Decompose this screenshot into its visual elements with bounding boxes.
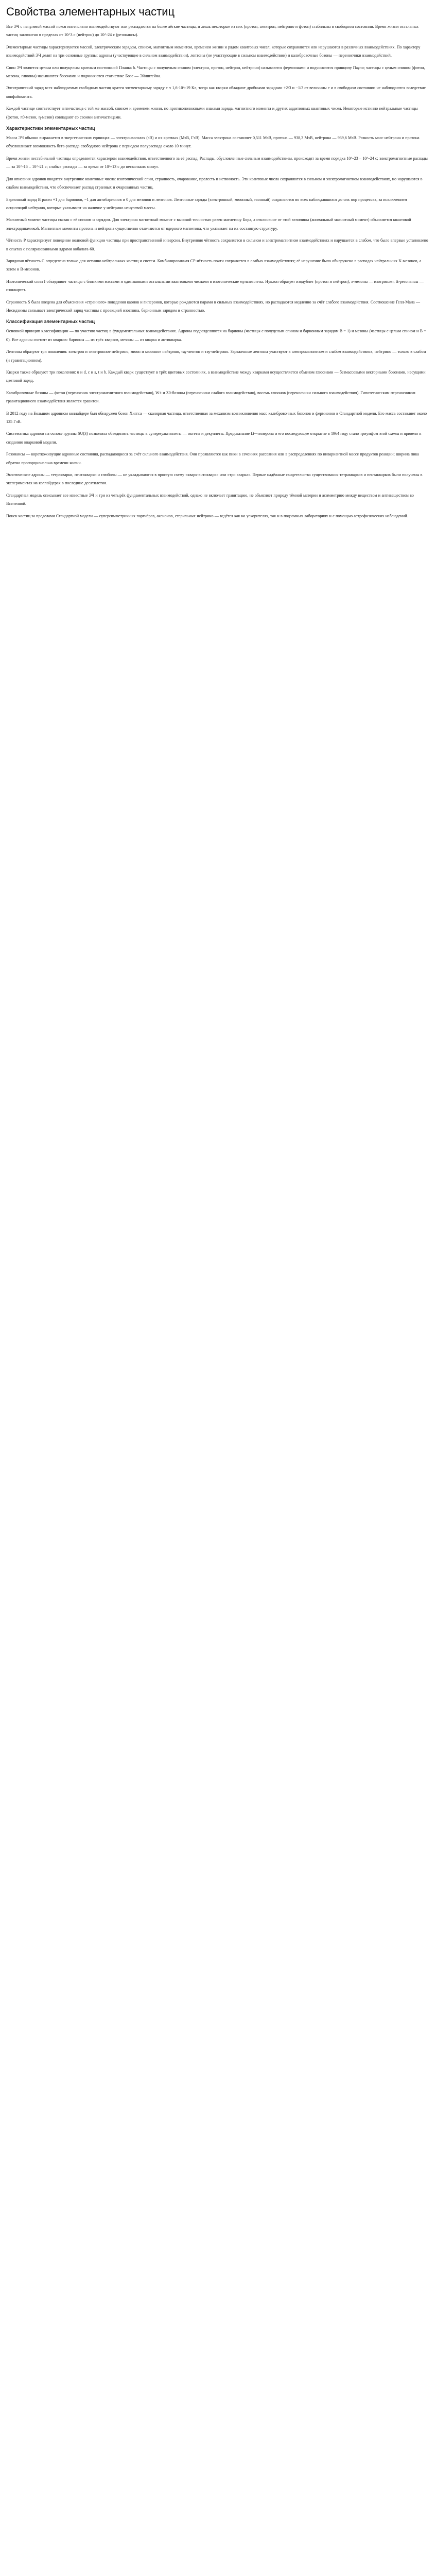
- paragraph: Изотопический спин I объединяет частицы с близкими массами и одинаковыми остальными квантовыми числами в изотопические мультиплеты. Нуклон образует изодублет (протон и нейтрон), π-мезоны — изотриплет, Δ-резонансы — изоквартет.: [6, 279, 424, 293]
- section-heading: Классификация элементарных частиц: [6, 319, 95, 325]
- article-body: [6, 23, 428, 520]
- paragraph: Элементарные частицы характеризуются массой, электрическим зарядом, спином, магнитным моментом, временем жизни и рядом квантовых чисел, которые сохраняются или нарушаются в различных взаимодействиях. По характеру взаимодействий ЭЧ делят на три основные группы: адроны (участвующие в сильном взаимодействии), лептоны (не участвующие в сильном взаимодействии) и калибровочные бозоны — переносчики взаимодействий.: [6, 44, 421, 58]
- paragraph: Для описания адронов вводятся внутренние квантовые числа: изотопический спин, странность, очарование, прелесть и истинность. Эти квантовые числа сохраняются в сильном и электромагнитном взаимодействиях, но нарушаются в слабом взаимодействии, что обеспечивает распад странных и очарованных частиц.: [6, 176, 423, 190]
- paragraph: Электрический заряд всех наблюдаемых свободных частиц кратен элементарному заряду e ≈ 1,6·10^-19 Кл, тогда как кварки обладают дробными зарядами +2/3 и −1/3 от величины e и в свободном состоянии не наблюдаются вследствие конфайнмента.: [6, 86, 426, 99]
- paragraph: Лептоны образуют три поколения: электрон и электронное нейтрино, мюон и мюонное нейтрино, тау-лептон и тау-нейтрино. Заряженные лептоны участвуют в электромагнитном и слабом взаимодействиях, нейтрино — только в слабом (и гравитационном).: [6, 349, 426, 363]
- paragraph: Систематика адронов на основе группы SU(3) позволила объединить частицы в супермультиплеты — октеты и декуплеты. Предсказание Ω−-гиперона и его последующее открытие в 1964 году стало триумфом этой схемы и привело к созданию кварковой модели.: [6, 431, 422, 445]
- paragraph: Основной принцип классификации — по участию частиц в фундаментальных взаимодействиях. Адроны подразделяются на барионы (частицы с полуцелым спином и барионным зарядом B = 1) и мезоны (частицы с целым спином и B = 0). Все адроны состоят из кварков: барионы — из трёх кварков, мезоны — из кварка и антикварка.: [6, 329, 426, 342]
- paragraph: Чётность P характеризует поведение волновой функции частицы при пространственной инверсии. Внутренняя чётность сохраняется в сильном и электромагнитном взаимодействиях и нарушается в слабом, что было впервые установлено в опытах с поляризованными ядрами кобальта-60.: [6, 238, 428, 251]
- page-title: Свойства элементарных частиц: [6, 5, 175, 18]
- paragraph: Стандартная модель описывает все известные ЭЧ и три из четырёх фундаментальных взаимодействий, однако не включает гравитацию, не объясняет природу тёмной материи и асимметрию между веществом и антивеществом во Вселенной.: [6, 493, 414, 506]
- paragraph: Спин ЭЧ является целым или полуцелым кратным постоянной Планка ħ. Частицы с полуцелым спином (электрон, протон, нейтрон, нейтрино) называются фермионами и подчиняются принципу Паули; частицы с целым спином (фотон, мезоны, глюоны) называются бозонами и подчиняются статистике Бозе — Эйнштейна.: [6, 65, 425, 79]
- paragraph: Резонансы — короткоживущие адронные состояния, распадающиеся за счёт сильного взаимодействия. Они проявляются как пики в сечениях рассеяния или в распределениях по инвариантной массе продуктов реакции; ширина пика обратно пропорциональна времени жизни.: [6, 452, 419, 465]
- paragraph: Время жизни нестабильной частицы определяется характером взаимодействия, ответственного за её распад. Распады, обусловленные сильным взаимодействием, происходят за время порядка 10^-23 – 10^-24 с; электромагнитные распады — за 10^-16 – 10^-21 с; слабые распады — за время от 10^-13 с до нескольких минут.: [6, 156, 428, 170]
- section-heading: Характеристики элементарных частиц: [6, 126, 95, 131]
- paragraph: Зарядовая чётность C определена только для истинно нейтральных частиц и систем. Комбинированная CP-чётность почти сохраняется в слабых взаимодействиях; её нарушение было обнаружено в распадах нейтральных K-мезонов, а затем и B-мезонов.: [6, 258, 422, 272]
- paragraph: Каждой частице соответствует античастица с той же массой, спином и временем жизни, но противоположными знаками заряда, магнитного момента и других аддитивных квантовых чисел. Некоторые истинно нейтральные частицы (фотон, π0-мезон, η-мезон) совпадают со своими античастицами.: [6, 106, 418, 120]
- paragraph: Все ЭЧ с ненулевой массой покоя интенсивно взаимодействуют или распадаются на более лёгкие частицы, и лишь некоторые из них (протон, электрон, нейтрино и фотон) стабильны в свободном состоянии. Время жизни остальных частиц заключено в пределах от 10^3 с (нейтрон) до 10^-24 с (резонансы).: [6, 24, 418, 38]
- paragraph: Странность S была введена для объяснения «странного» поведения каонов и гиперонов, которые рождаются парами в сильных взаимодействиях, но распадаются медленно за счёт слабого взаимодействия. Соотношение Гелл-Мана — Нисидзимы связывает электрический заряд частицы с проекцией изоспина, барионным зарядом и странностью.: [6, 299, 421, 313]
- paragraph: Поиск частиц за пределами Стандартной модели — суперсимметричных партнёров, аксионов, стерильных нейтрино — ведётся как на ускорителях, так и в подземных лабораториях и с помощью астрофизических наблюдений.: [6, 513, 408, 518]
- paragraph: Масса ЭЧ обычно выражается в энергетических единицах — электронвольтах (эВ) и их кратных (МэВ, ГэВ). Масса электрона составляет 0,511 МэВ, протона — 938,3 МэВ, нейтрона — 939,6 МэВ. Разность масс нейтрона и протона обусловливает возможность бета-распада свободного нейтрона с периодом полураспада около 10 минут.: [6, 135, 420, 149]
- paragraph: В 2012 году на Большом адронном коллайдере был обнаружен бозон Хиггса — скалярная частица, ответственная за механизм возникновения масс калибровочных бозонов и фермионов в Стандартной модели. Его масса составляет около 125 ГэВ.: [6, 411, 427, 425]
- paragraph: Экзотические адроны — тетракварки, пентакварки и глюболы — не укладываются в простую схему «кварк-антикварк» или «три кварка». Первые надёжные свидетельства существования тетракварков и пентакварков были получены в экспериментах на коллайдерах в последние десятилетия.: [6, 472, 423, 486]
- paragraph: Кварки также образуют три поколения: u и d, c и s, t и b. Каждый кварк существует в трёх цветовых состояниях, а взаимодействие между кварками осуществляется обменом глюонами — безмассовыми векторными бозонами, несущими цветовой заряд.: [6, 370, 426, 383]
- paragraph: Калибровочные бозоны — фотон (переносчик электромагнитного взаимодействия), W± и Z0-бозоны (переносчики слабого взаимодействия), восемь глюонов (переносчики сильного взаимодействия). Гипотетическим переносчиком гравитационного взаимодействия является гравитон.: [6, 390, 415, 404]
- paragraph: Барионный заряд B равен +1 для барионов, −1 для антибарионов и 0 для мезонов и лептонов. Лептонные заряды (электронный, мюонный, таонный) сохраняются во всех наблюдавшихся до сих пор процессах, за исключением осцилляций нейтрино, которые указывают на наличие у нейтрино ненулевой массы.: [6, 197, 407, 210]
- paragraph: Магнитный момент частицы связан с её спином и зарядом. Для электрона магнитный момент с высокой точностью равен магнетону Бора, а отклонение от этой величины (аномальный магнитный момент) объясняется квантовой электродинамикой. Магнитные моменты протона и нейтрона существенно отличаются от ядерного магнетона, что указывает на их составную структуру.: [6, 217, 411, 231]
